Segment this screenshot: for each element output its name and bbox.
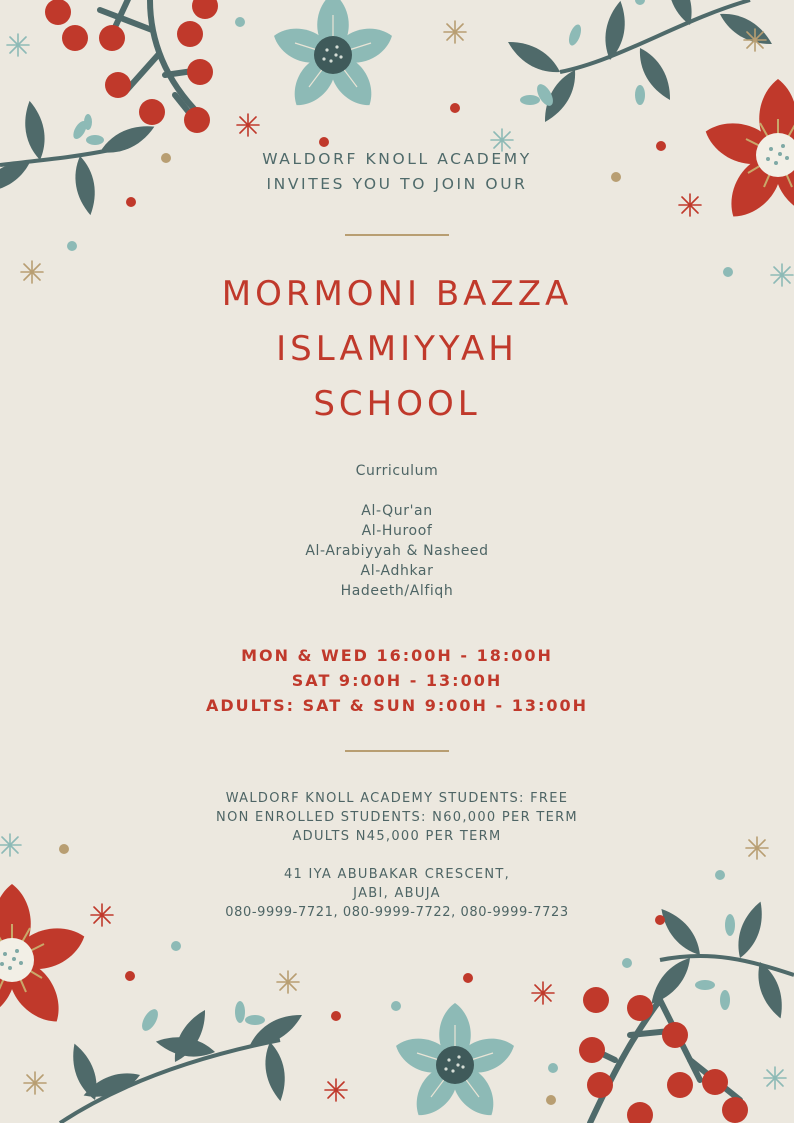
- divider-top: [345, 234, 449, 236]
- curriculum-item: Al-Arabiyyah & Nasheed: [305, 543, 489, 559]
- intro-line-2: INVITES YOU TO JOIN OUR: [266, 175, 528, 193]
- phone-numbers: 080-9999-7721, 080-9999-7722, 080-9999-7723: [225, 905, 569, 920]
- fee-line: ADULTS N45,000 PER TERM: [292, 829, 502, 844]
- curriculum-item: Al-Adhkar: [360, 563, 434, 579]
- curriculum-item: Al-Qur'an: [361, 503, 433, 519]
- schedule-line: SAT 9:00H - 13:00H: [291, 671, 503, 690]
- title-line-1: MORMONI BAZZA: [221, 274, 573, 314]
- curriculum-item: Al-Huroof: [361, 523, 433, 539]
- intro-line-1: WALDORF KNOLL ACADEMY: [262, 150, 532, 168]
- title-line-2: ISLAMIYYAH: [276, 329, 518, 369]
- fee-line: WALDORF KNOLL ACADEMY STUDENTS: FREE: [225, 791, 569, 806]
- schedule-line: ADULTS: SAT & SUN 9:00H - 13:00H: [205, 696, 589, 715]
- address-line-2: JABI, ABUJA: [353, 886, 441, 901]
- schedule-line: MON & WED 16:00H - 18:00H: [241, 646, 553, 665]
- curriculum-heading: Curriculum: [355, 463, 439, 479]
- address-line-1: 41 IYA ABUBAKAR CRESCENT,: [283, 867, 511, 882]
- curriculum-item: Hadeeth/Alfiqh: [340, 583, 454, 599]
- fee-line: NON ENROLLED STUDENTS: N60,000 PER TERM: [216, 810, 578, 825]
- title-line-3: SCHOOL: [313, 384, 481, 424]
- divider-bottom: [345, 750, 449, 752]
